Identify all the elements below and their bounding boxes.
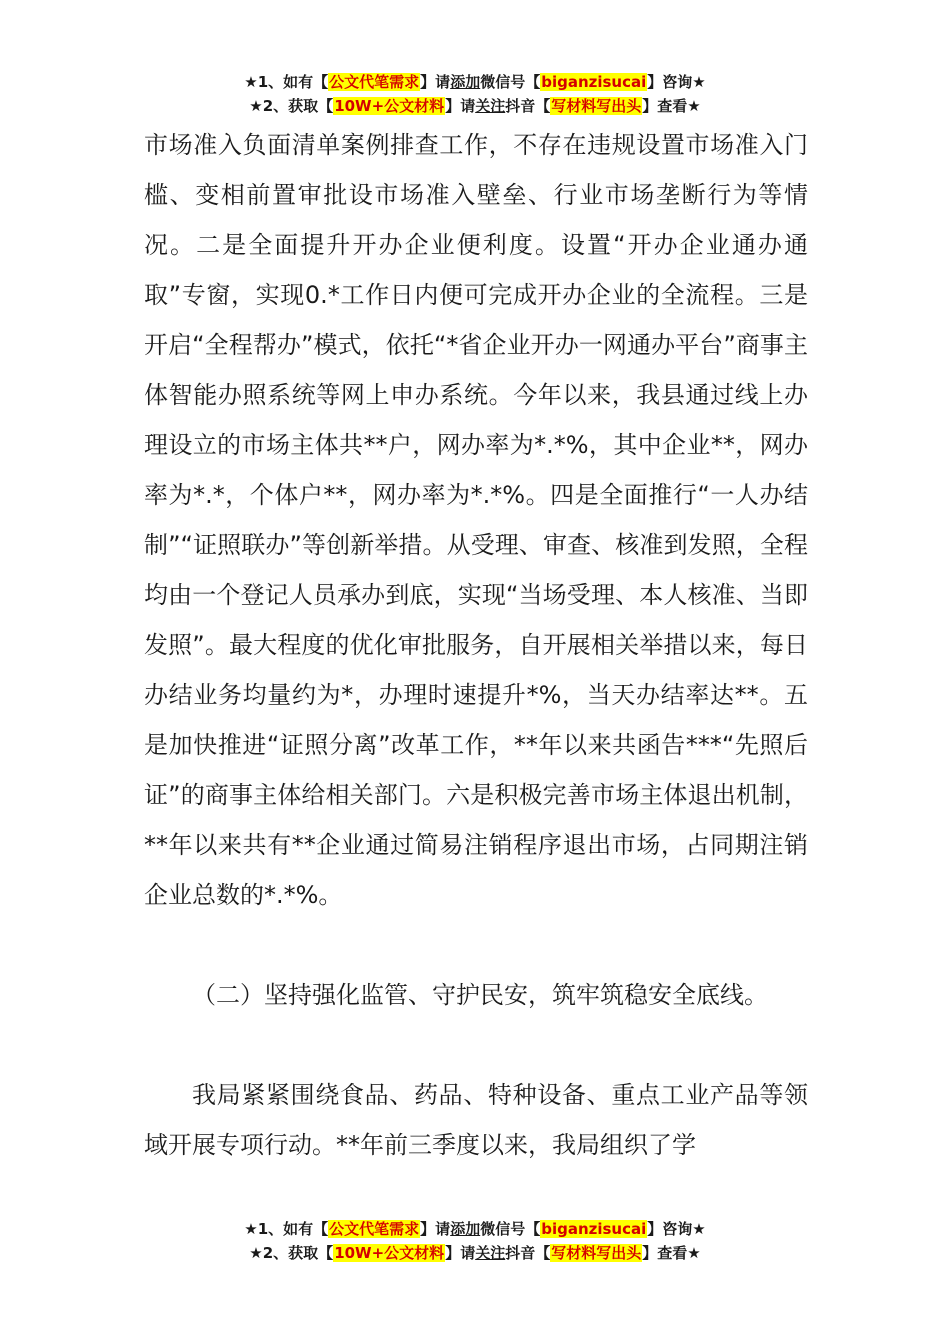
highlight-service: 公文代笔需求 (329, 1220, 420, 1238)
banner-line-2: ★2、获取【10W+公文材料】请关注抖音【写材料写出头】查看★ (249, 97, 701, 115)
footer-line-2: ★2、获取【10W+公文材料】请关注抖音【写材料写出头】查看★ (249, 1244, 701, 1262)
highlight-wechat-id: biganzisucai (541, 1220, 647, 1238)
footer-line-1: ★1、如有【公文代笔需求】请添加微信号【biganzisucai】咨询★ (244, 1220, 706, 1238)
body-paragraph-1: 市场准入负面清单案例排查工作，不存在违规设置市场准入门槛、变相前置审批设市场准入壁垒、行业市场垄断行为等情况。二是全面提升开办企业便利度。设置“开办企业通办通取”专窗，实现0.*工作日内便可完成开办企业的全流程。三是开启“全程帮办”模式，依托“*省企业开办一网通办平台”商事主体智能办照系统等网上申办系统。今年以来，我县通过线上办理设立的市场主体共**户，网办率为*.*%，其中企业**，网办率为*.*，个体户**，网办率为*.*%。四是全面推行“一人办结制”“证照联办”等创新举措。从受理、审查、核准到发照，全程均由一个登记人员承办到底，实现“当场受理、本人核准、当即发照”。最大程度的优化审批服务，自开展相关举措以来，每日办结业务均量约为*，办理时速提升*%，当天办结率达**。五是加快推进“证照分离”改革工作，**年以来共函告***“先照后证”的商事主体给相关部门。六是积极完善市场主体退出机制，**年以来共有**企业通过简易注销程序退出市场，占同期注销企业总数的*.*%。 (144, 131, 808, 909)
highlight-wechat-id: biganzisucai (541, 73, 647, 91)
highlight-douyin-id: 写材料写出头 (551, 1244, 642, 1262)
header-banner (0, 70, 950, 118)
highlight-materials: 10W+公文材料 (334, 97, 445, 115)
banner-line-1: ★1、如有【公文代笔需求】请添加微信号【biganzisucai】咨询★ (244, 73, 706, 91)
highlight-douyin-id: 写材料写出头 (551, 97, 642, 115)
document-body (144, 120, 808, 1170)
body-paragraph-2: 我局紧紧围绕食品、药品、特种设备、重点工业产品等领域开展专项行动。**年前三季度以来，我局组织了学 (144, 1081, 808, 1159)
highlight-materials: 10W+公文材料 (334, 1244, 445, 1262)
footer-banner (0, 1217, 950, 1265)
section-heading: （二）坚持强化监管、守护民安，筑牢筑稳安全底线。 (192, 981, 768, 1009)
highlight-service: 公文代笔需求 (329, 73, 420, 91)
